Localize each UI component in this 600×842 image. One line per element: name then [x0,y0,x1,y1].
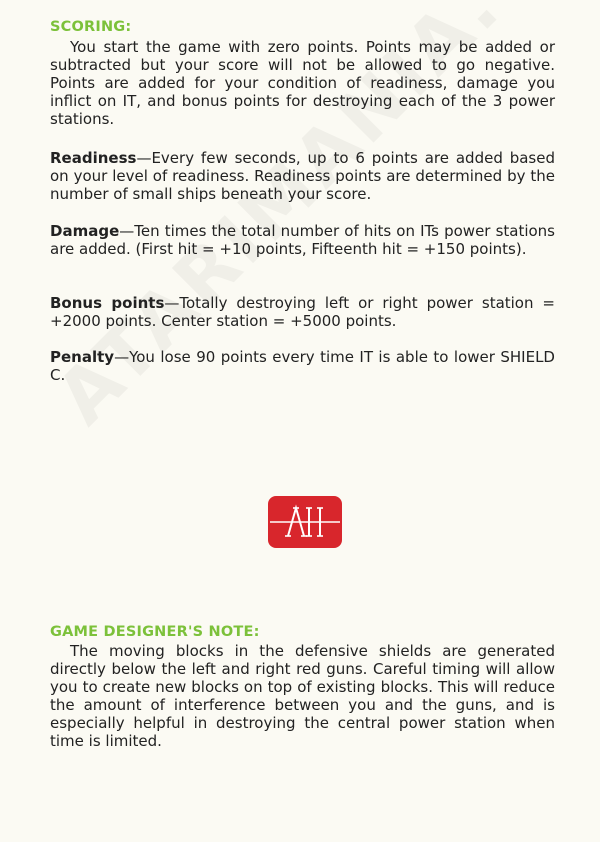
penalty-term: Penalty [50,348,115,366]
bonus-paragraph [50,294,555,330]
ah-logo-icon [268,496,342,548]
penalty-paragraph [50,348,555,384]
ah-logo [268,496,342,548]
readiness-term: Readiness [50,149,137,167]
damage-term: Damage [50,222,120,240]
readiness-text: —Every few seconds, up to 6 points are added based on your level of readiness. Readiness points are determined by the number of small ships beneath your score. [50,149,555,203]
designer-note [50,642,555,750]
bonus-text: —Totally destroying left or right power station = +2000 points. Center station = +5000 points. [50,294,556,330]
damage-paragraph [50,222,555,258]
designer-note-text: The moving blocks in the defensive shields are generated directly below the left and right red guns. Careful timing will allow you to create new blocks on top of existing blocks. This will reduce the amount of interference between you and the guns, and is especially helpful in destroying the central power station when time is limited. [50,642,555,750]
designer-note-heading: GAME DESIGNER'S NOTE: [50,624,260,640]
scoring-intro-text: You start the game with zero points. Points may be added or subtracted but your score will not be allowed to go negative. Points are added for your condition of readiness, damage you inflict on IT, and bonus points for destroying each of the 3 power stations. [50,38,555,128]
readiness-paragraph [50,149,555,203]
bonus-term: Bonus points [50,294,165,312]
scoring-intro [50,38,555,128]
penalty-text: —You lose 90 points every time IT is able to lower SHIELD C. [50,348,555,384]
scoring-heading: SCORING: [50,19,132,35]
damage-text: —Ten times the total number of hits on ITs power stations are added. (First hit = +10 points, Fifteenth hit = +150 points). [50,222,555,258]
